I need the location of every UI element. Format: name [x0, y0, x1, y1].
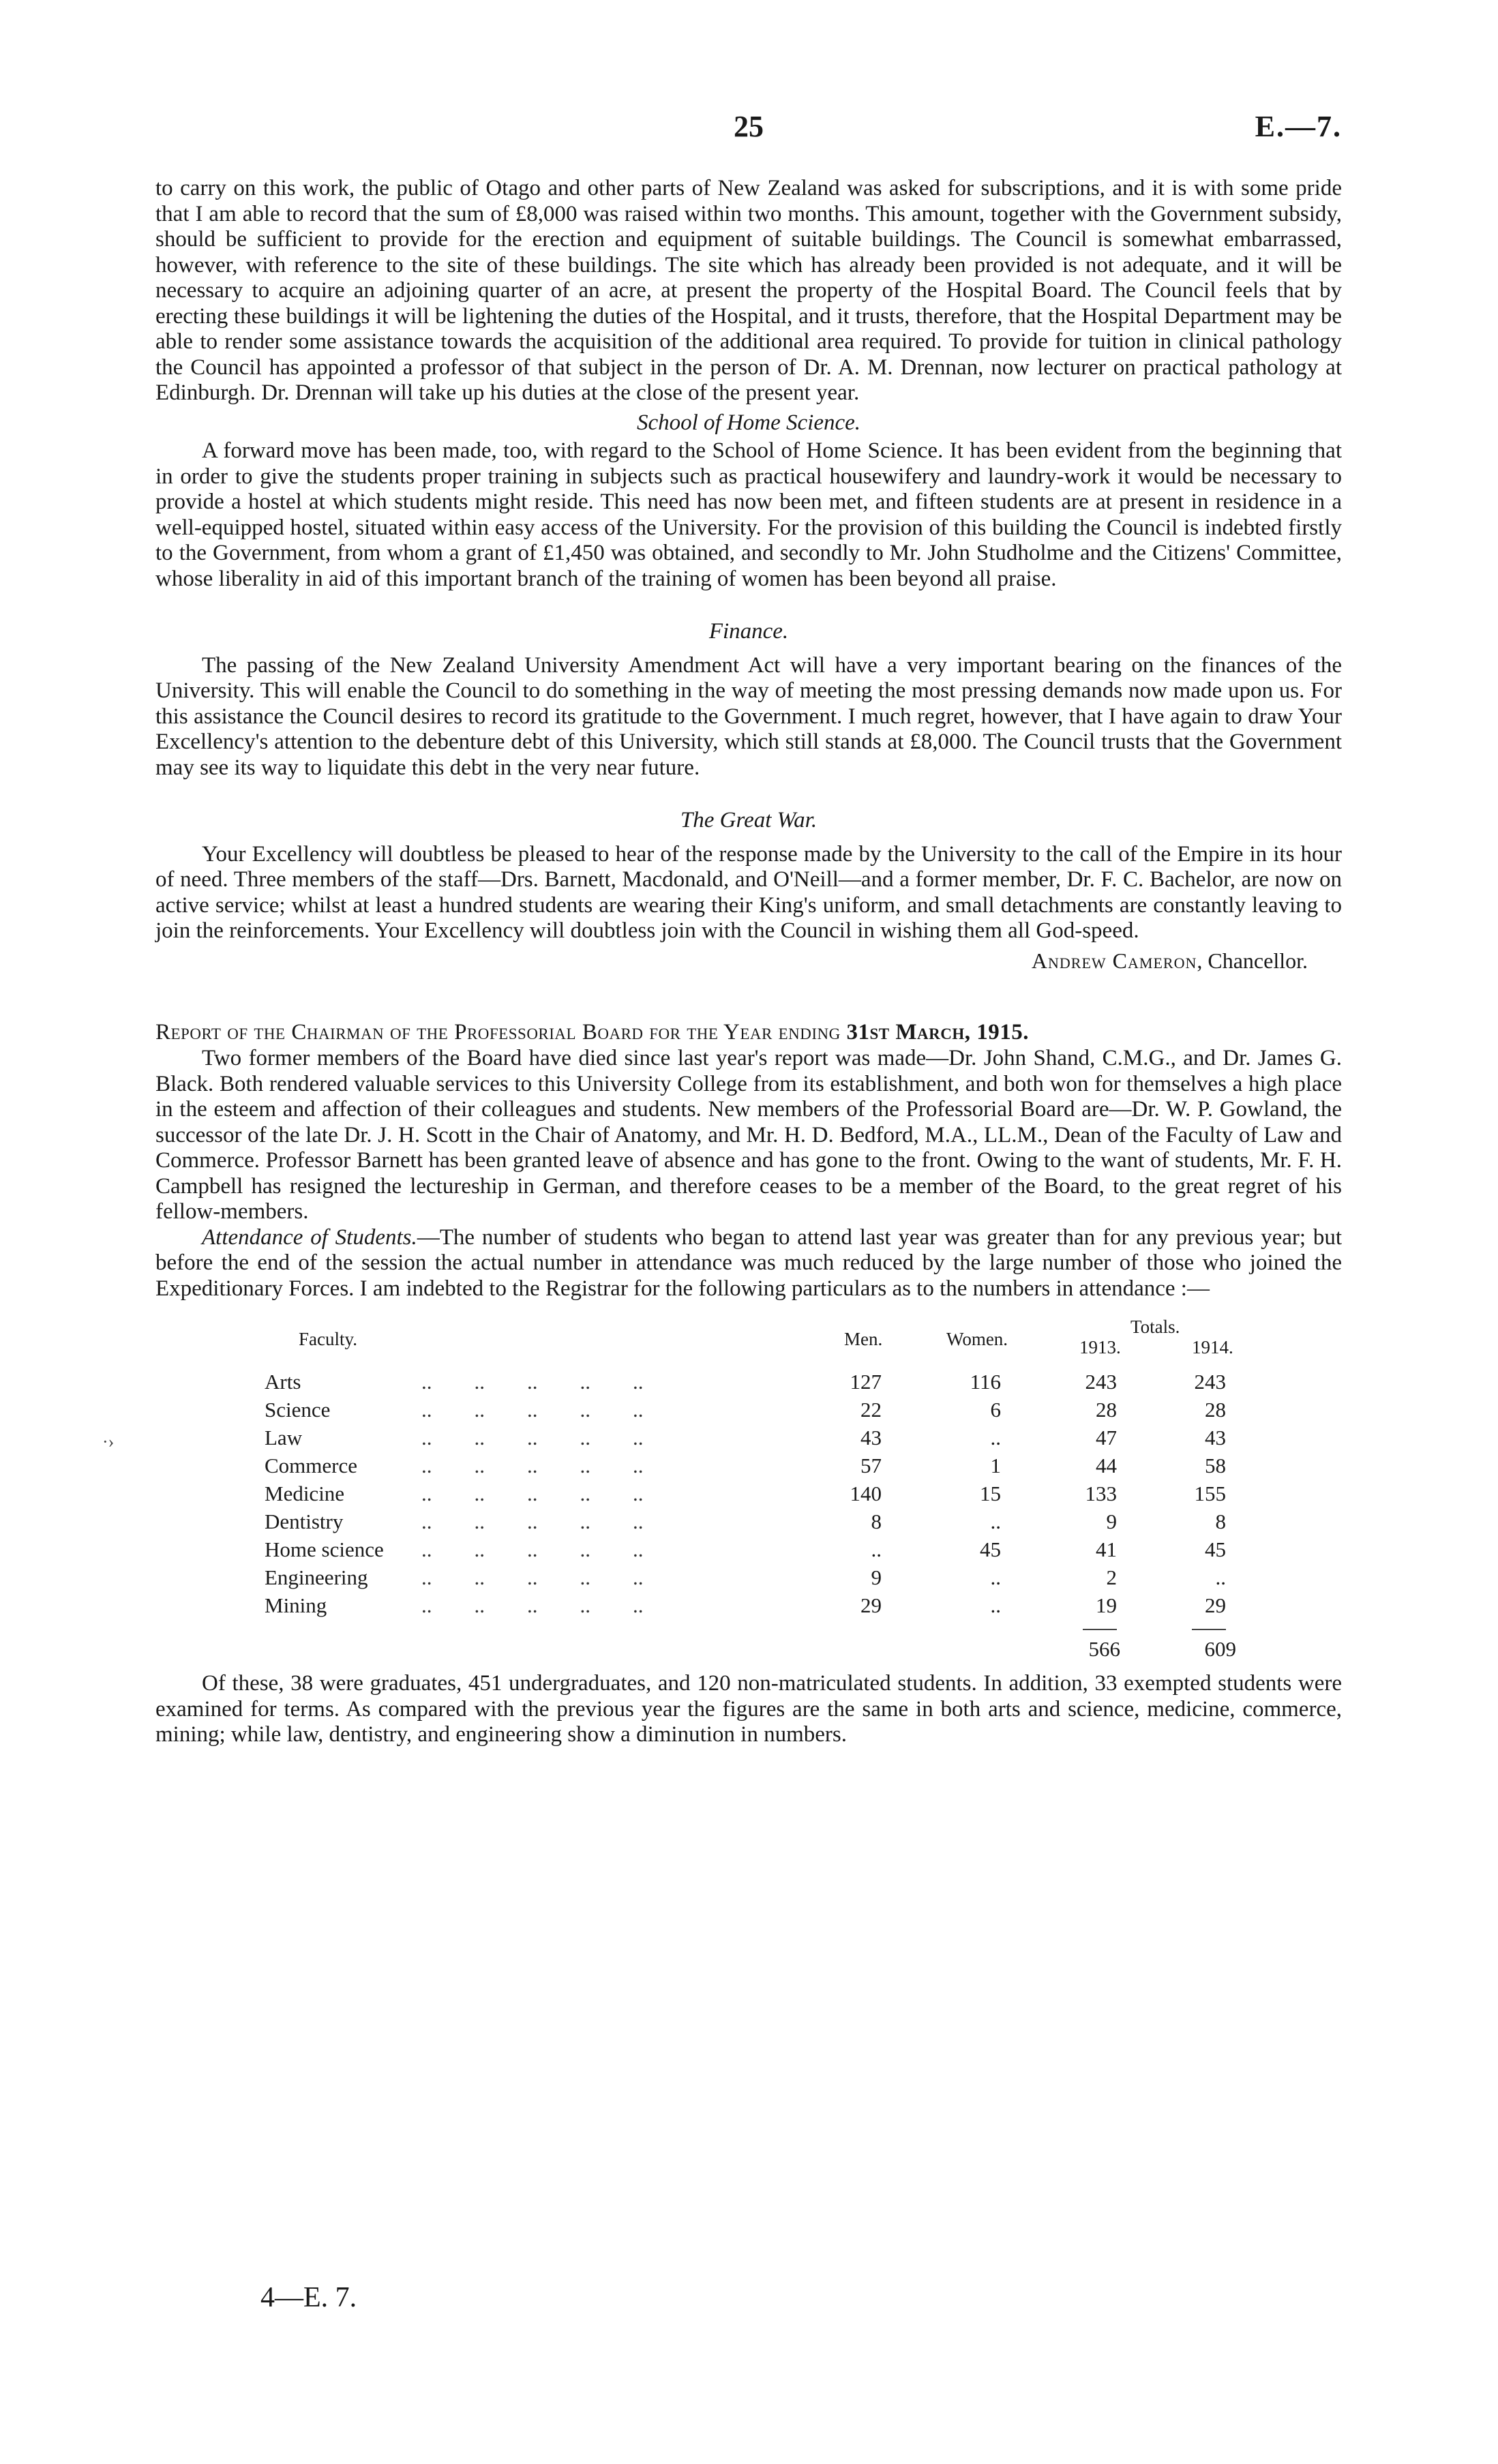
table-row: [155, 1509, 1342, 1537]
row-women: 1: [990, 1454, 1001, 1477]
row-total-1913: 243: [1085, 1370, 1117, 1394]
row-men: 9: [871, 1565, 882, 1589]
row-total-1914: ..: [1215, 1565, 1226, 1589]
page-body: [155, 176, 1342, 1748]
leader-dots: .. .. .. .. ..: [421, 1593, 644, 1617]
table-row: [155, 1565, 1342, 1593]
leader-dots: .. .. .. .. ..: [421, 1509, 644, 1533]
row-total-1913: 2: [1106, 1565, 1117, 1589]
row-women: 45: [980, 1537, 1001, 1561]
row-faculty: Law: [265, 1426, 303, 1449]
column-header-men: Men.: [844, 1329, 883, 1349]
row-faculty: Medicine: [265, 1482, 345, 1505]
document-code: E.—7.: [1255, 110, 1342, 143]
row-faculty: Science: [265, 1398, 331, 1422]
attendance-paragraph: [155, 1225, 1342, 1302]
table-row: [155, 1454, 1342, 1482]
signature: [155, 948, 1342, 974]
row-total-1914: 43: [1205, 1426, 1226, 1449]
row-total-1914: 45: [1205, 1537, 1226, 1561]
total-rule-1914: [1192, 1629, 1226, 1630]
page-footer: 4—E. 7.: [260, 2282, 357, 2313]
report-title-date: 31st March, 1915.: [846, 1020, 1029, 1045]
row-total-1914: 29: [1205, 1593, 1226, 1617]
table-row: [155, 1593, 1342, 1621]
row-men: ..: [871, 1537, 882, 1561]
row-women: 116: [970, 1370, 1001, 1394]
row-faculty: Dentistry: [265, 1509, 344, 1533]
row-total-1914: 58: [1205, 1454, 1226, 1477]
leader-dots: .. .. .. .. ..: [421, 1426, 644, 1449]
row-men: 8: [871, 1509, 882, 1533]
row-women: 15: [980, 1482, 1001, 1505]
column-header-women: Women.: [946, 1329, 1008, 1349]
row-faculty: Mining: [265, 1593, 327, 1617]
section-text-finance: The passing of the New Zealand University Amendment Act will have a very important bearing on the finances of the University. This will enable the Council to do something in the way of meeting the most pressing demands now made upon us. For this assistance the Council desires to record its gratitude to the Government. I much regret, however, that I have again to draw Your Excellency's attention to the debenture debt of this University, which still stands at £8,000. The Council trusts that the Government may see its way to liquidate this debt in the very near future.: [155, 652, 1342, 780]
row-men: 140: [850, 1482, 882, 1505]
row-women: ..: [990, 1593, 1001, 1617]
page-header: [155, 109, 1342, 150]
leader-dots: .. .. .. .. ..: [421, 1370, 644, 1394]
section-heading-home-science: School of Home Science.: [636, 410, 861, 435]
row-faculty: Engineering: [265, 1565, 368, 1589]
row-total-1913: 28: [1096, 1398, 1117, 1422]
section-heading-finance: Finance.: [708, 619, 789, 644]
row-total-1913: 133: [1085, 1482, 1117, 1505]
row-women: 6: [990, 1398, 1001, 1422]
leader-dots: .. .. .. .. ..: [421, 1454, 644, 1477]
row-men: 127: [850, 1370, 882, 1394]
row-faculty: Home science: [265, 1537, 384, 1561]
leader-dots: .. .. .. .. ..: [421, 1565, 644, 1589]
margin-mark: ·›: [102, 1432, 115, 1452]
attendance-table: [155, 1317, 1342, 1671]
section-heading-great-war: The Great War.: [680, 808, 818, 832]
report-paragraph: Two former members of the Board have died since last year's report was made—Dr. John Shand, C.M.G., and Dr. James G. Black. Both rendered valuable services to this University College from its establishment, and both won for themselves a high place in the esteem and affection of their colleagues and students. New members of the Professorial Board are—Dr. W. P. Gowland, the successor of the late Dr. J. H. Scott in the Chair of Anatomy, and Mr. H. D. Bedford, M.A., LL.M., Dean of the Faculty of Law and Commerce. Professor Barnett has been granted leave of absence and has gone to the front. Owing to the want of students, Mr. F. H. Campbell has resigned the lectureship in German, and therefore ceases to be a member of the Board, to the great regret of his fellow-members.: [155, 1046, 1342, 1224]
page-number: 25: [734, 110, 764, 143]
row-men: 43: [860, 1426, 882, 1449]
row-total-1914: 28: [1205, 1398, 1226, 1422]
row-women: ..: [990, 1565, 1001, 1589]
row-total-1913: 9: [1106, 1509, 1117, 1533]
column-header-1914: 1914.: [1192, 1337, 1233, 1357]
table-row: [155, 1398, 1342, 1426]
total-1913: 566: [1088, 1637, 1120, 1661]
report-title-main: Report of the Chairman of the Professorial Board for the Year ending: [155, 1020, 847, 1045]
report-title: [155, 1019, 1342, 1046]
total-rule-1913: [1083, 1629, 1117, 1630]
column-header-totals: Totals.: [1130, 1317, 1180, 1337]
section-text-home-science: A forward move has been made, too, with regard to the School of Home Science. It has been evident from the beginning that in order to give the students proper training in subjects such as practical housewifery and laundry-work it would be necessary to provide a hostel at which students might reside. This need has now been met, and fifteen students are at present in residence in a well-equipped hostel, situated within easy access of the University. For the provision of this building the Council is indebted firstly to the Government, from whom a grant of £1,450 was obtained, and secondly to Mr. John Studholme and the Citizens' Committee, whose liberality in aid of this important branch of the training of women has been beyond all praise.: [155, 438, 1342, 591]
attendance-label: Attendance of Students.: [202, 1225, 417, 1250]
row-women: ..: [990, 1509, 1001, 1533]
row-total-1913: 47: [1096, 1426, 1117, 1449]
table-row: [155, 1426, 1342, 1454]
closing-paragraph: Of these, 38 were graduates, 451 undergraduates, and 120 non-matriculated students. In addition, 33 exempted students were examined for terms. As compared with the previous year the figures are the same in both arts and science, medicine, commerce, mining; while law, dentistry, and engineering show a diminution in numbers.: [155, 1671, 1342, 1747]
table-row: [155, 1537, 1342, 1565]
intro-paragraph: to carry on this work, the public of Otago and other parts of New Zealand was asked for subscriptions, and it is with some pride that I am able to record that the sum of £8,000 was raised within two months. This amount, together with the Government subsidy, should be sufficient to provide for the erection and equipment of suitable buildings. The Council is somewhat embarrassed, however, with reference to the site of these buildings. The site which has already been provided is not adequate, and it will be necessary to acquire an adjoining quarter of an acre, at present the property of the Hospital Board. The Council feels that by erecting these buildings it will be lightening the duties of the Hospital, and it trusts, therefore, that the Hospital Department may be able to render some assistance towards the acquisition of the additional area required. To provide for tuition in clinical pathology the Council has appointed a professor of that subject in the person of Dr. A. M. Drennan, now lecturer on practical pathology at Edinburgh. Dr. Drennan will take up his duties at the close of the present year.: [155, 176, 1342, 405]
row-faculty: Arts: [265, 1370, 301, 1394]
table-row: [155, 1370, 1342, 1398]
row-total-1913: 41: [1096, 1537, 1117, 1561]
row-total-1913: 44: [1096, 1454, 1117, 1477]
row-men: 57: [860, 1454, 882, 1477]
row-total-1914: 8: [1215, 1509, 1226, 1533]
column-header-1913: 1913.: [1079, 1337, 1121, 1357]
signature-name: Andrew Cameron: [1031, 948, 1197, 973]
row-total-1913: 19: [1096, 1593, 1117, 1617]
leader-dots: .. .. .. .. ..: [421, 1537, 644, 1561]
leader-dots: .. .. .. .. ..: [421, 1482, 644, 1505]
attendance-text: —The number of students who began to attend last year was greater than for any previous year; but before the end of the session the actual number in attendance was much reduced by the large number of those who joined the Expeditionary Forces. I am indebted to the Registrar for the following particulars as to the numbers in attendance :—: [155, 1225, 1342, 1301]
row-faculty: Commerce: [265, 1454, 358, 1477]
row-total-1914: 155: [1194, 1482, 1226, 1505]
column-header-faculty: Faculty.: [299, 1329, 357, 1349]
signature-title: , Chancellor.: [1197, 948, 1308, 973]
table-row: [155, 1482, 1342, 1509]
row-men: 29: [860, 1593, 882, 1617]
leader-dots: .. .. .. .. ..: [421, 1398, 644, 1422]
row-total-1914: 243: [1194, 1370, 1226, 1394]
row-women: ..: [990, 1426, 1001, 1449]
row-men: 22: [860, 1398, 882, 1422]
section-text-great-war: Your Excellency will doubtless be pleased to hear of the response made by the University to the call of the Empire in its hour of need. Three members of the staff—Drs. Barnett, Macdonald, and O'Neill—and a former member, Dr. F. C. Bachelor, are now on active service; whilst at least a hundred students are wearing their King's uniform, and small detachments are constantly leaving to join the reinforcements. Your Excellency will doubtless join with the Council in wishing them all God-speed.: [155, 841, 1342, 943]
total-1914: 609: [1204, 1637, 1236, 1661]
